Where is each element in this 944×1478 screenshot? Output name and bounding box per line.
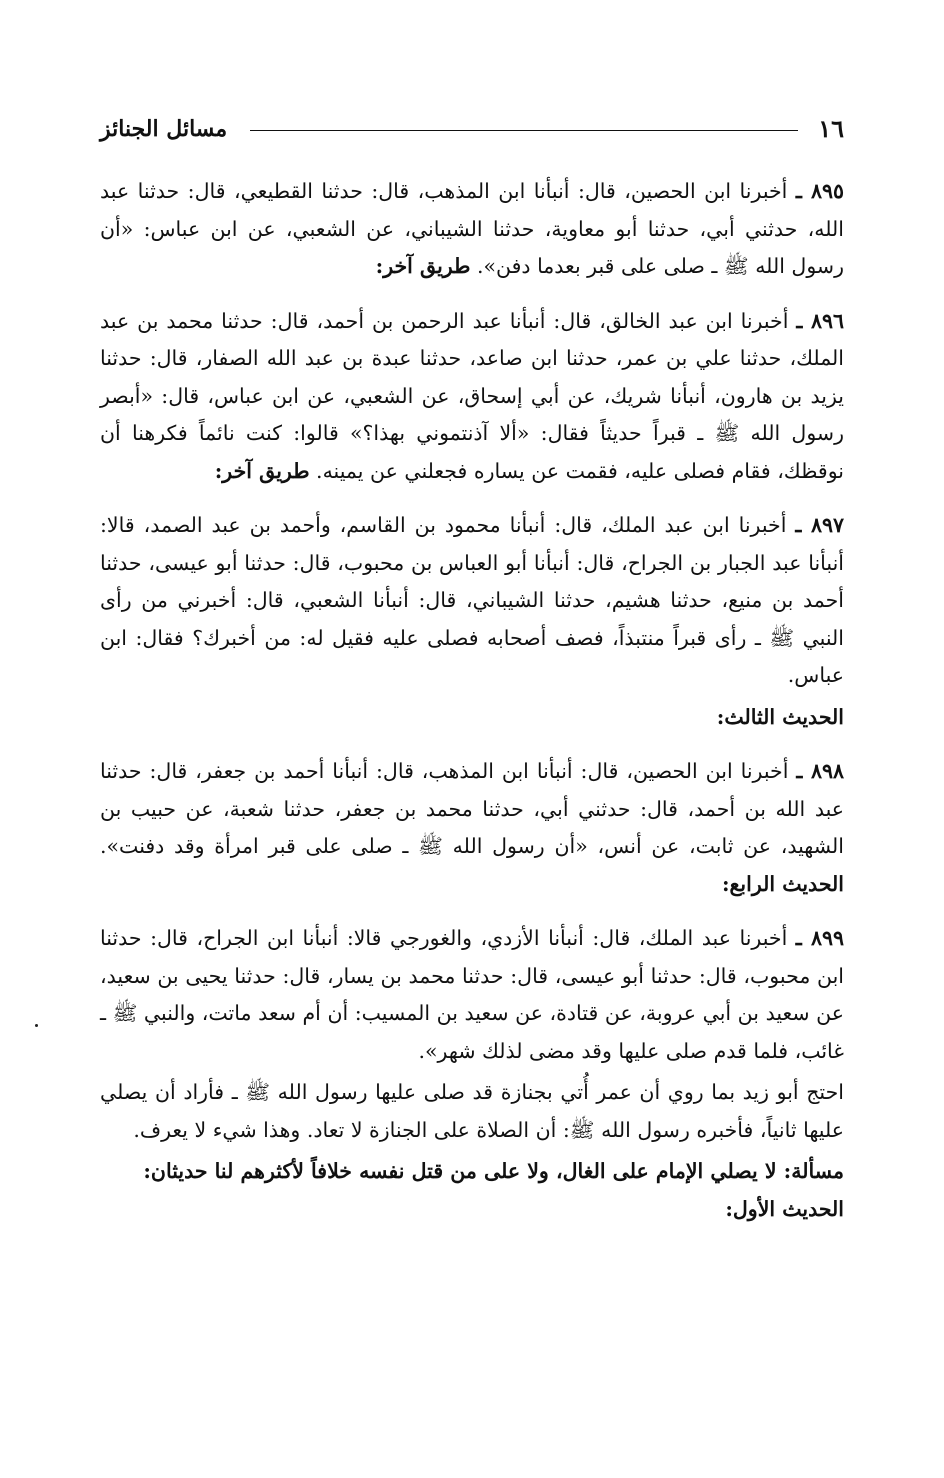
header-rule xyxy=(250,130,798,131)
hadith-898 xyxy=(100,753,844,903)
hadith-number: ٨٩٧ ـ xyxy=(795,513,844,537)
hadith-897 xyxy=(100,507,844,695)
argument-paragraph: احتج أبو زيد بما روي أن عمر أُتي بجنازة قد صلى عليها رسول الله ﷺ ـ فأراد أن يصلي عليها ثانياً، فأخبره رسول الله ﷺ: أن الصلاة على الجنازة لا تعاد. وهذا شيء لا يعرف. xyxy=(100,1080,844,1142)
page-header xyxy=(100,112,844,146)
running-title: مسائل الجنائز xyxy=(100,116,228,142)
hadith-896 xyxy=(100,303,844,491)
hadith-number: ٨٩٨ ـ xyxy=(796,759,844,783)
first-hadith-heading: الحديث الأول: xyxy=(725,1196,844,1221)
hadith-text: أخبرنا ابن عبد الملك، قال: أنبأنا محمود بن القاسم، وأحمد بن عبد الصمد، قالا: أنبأنا عبد الجبار بن الجراح، قال: أنبأنا أبو العباس بن محبوب، قال: حدثنا أبو عيسى، حدثنا أحمد بن منيع، حدثنا هشيم، حدثنا الشيباني، قال: أنبأنا الشعبي، قال: أخبرني من رأى النبي ﷺ ـ رأى قبراً منتبذاً، فصف أصحابه فصلى عليه فقيل له: من أخبرك؟ فقال: ابن عباس. xyxy=(100,513,844,687)
hadith-text: أخبرنا ابن الحصين، قال: أنبأنا ابن المذهب، قال: حدثنا القطيعي، قال: حدثنا عبد الله، حدثني أبي، حدثنا أبو معاوية، حدثنا الشيباني، عن الشعبي، عن ابن عباس: «أن رسول الله ﷺ ـ صلى على قبر بعدما دفن». xyxy=(100,179,844,278)
page-body xyxy=(100,173,844,1228)
hadith-text: أخبرنا ابن عبد الخالق، قال: أنبأنا عبد الرحمن بن أحمد، قال: حدثنا محمد بن عبد الملك، حدثنا علي بن عمر، حدثنا ابن صاعد، حدثنا عبدة بن عبد الله الصفار، قال: حدثنا يزيد بن هارون، أنبأنا شريك، عن أبي إسحاق، عن الشعبي، عن ابن عباس، قال: «أبصر رسول الله ﷺ ـ قبراً حديثاً فقال: «ألا آذنتموني بهذا؟» قالوا: كنت نائماً فكرهنا أن نوقظك، فقام فصلى عليه، فقمت عن يساره فجعلني عن يمينه. xyxy=(100,308,844,483)
hadith-895 xyxy=(100,173,844,286)
hadith-text: أخبرنا عبد الملك، قال: أنبأنا الأزدي، والغورجي قالا: أنبأنا ابن الجراح، قال: حدثنا ابن محبوب، قال: حدثنا أبو عيسى، قال: حدثنا محمد بن يسار، قال: حدثنا يحيى بن سعيد، عن سعيد بن أبي عروبة، عن قتادة، عن سعيد بن المسيب: أن أم سعد ماتت، والنبي ﷺ ـ غائب، فلما قدم صلى عليها وقد مضى لذلك شهر». xyxy=(100,926,844,1063)
third-hadith-heading: الحديث الثالث: xyxy=(716,704,844,729)
another-route-label: طريق آخر: xyxy=(375,254,471,278)
issue-heading: مسألة: لا يصلي الإمام على الغال، ولا على من قتل نفسه خلافاً لأكثرهم لنا حديثان: xyxy=(143,1159,844,1183)
margin-dot xyxy=(35,1024,38,1027)
hadith-text: أخبرنا ابن الحصين، قال: أنبأنا ابن المذهب، قال: أنبأنا أحمد بن جعفر، قال: حدثنا عبد الله بن أحمد، قال: حدثني أبي، حدثنا محمد بن جعفر، حدثنا شعبة، عن حبيب بن الشهيد، عن ثابت، عن أنس، «أن رسول الله ﷺ ـ صلى على قبر امرأة وقد دفنت». xyxy=(100,759,844,858)
another-route-label: طريق آخر: xyxy=(214,458,310,483)
hadith-number: ٨٩٩ ـ xyxy=(795,926,844,950)
hadith-899 xyxy=(100,920,844,1070)
hadith-number: ٨٩٥ ـ xyxy=(795,179,844,203)
fourth-hadith-heading: الحديث الرابع: xyxy=(721,871,844,896)
hadith-number: ٨٩٦ ـ xyxy=(796,308,844,333)
page-number: ١٦ xyxy=(818,114,844,143)
